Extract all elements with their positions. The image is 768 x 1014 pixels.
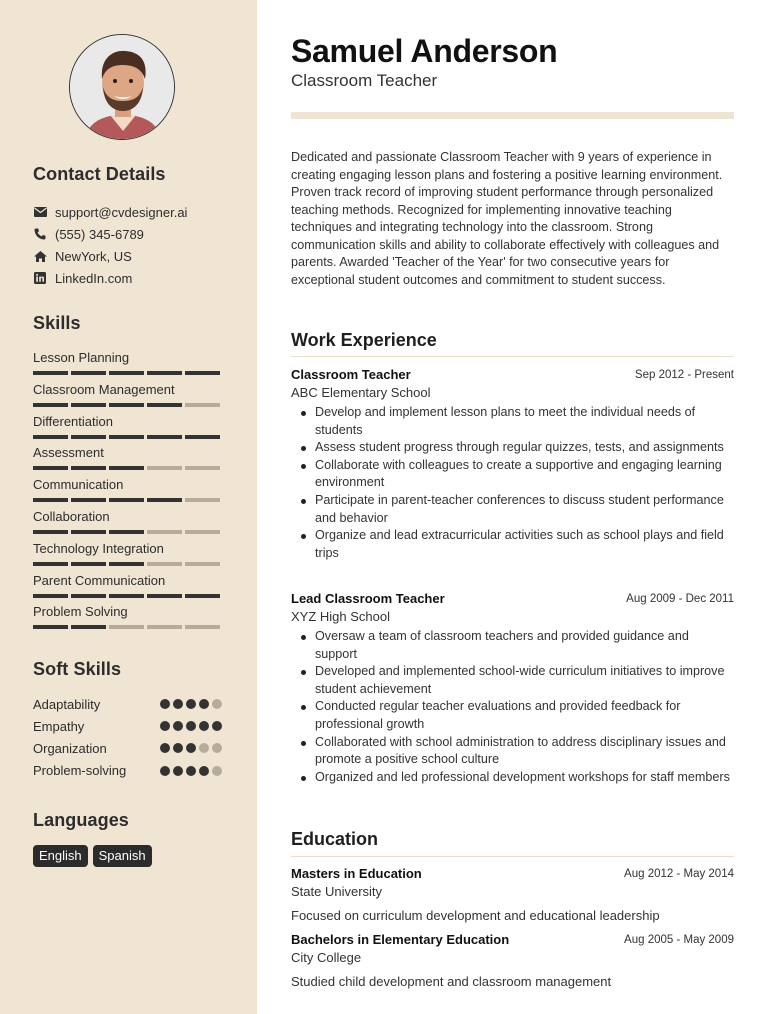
skill-level-bar: [33, 530, 223, 534]
skill-level-segment: [147, 530, 182, 534]
rating-dot: [186, 699, 196, 709]
skill-item: [33, 349, 223, 375]
bullet-item: Collaborate with colleagues to create a supportive and engaging learning environment: [291, 457, 734, 492]
education-description: Focused on curriculum development and educational leadership: [291, 908, 660, 923]
rating-dot: [173, 743, 183, 753]
skill-level-segment: [109, 594, 144, 598]
skill-level-segment: [147, 466, 182, 470]
skill-level-segment: [109, 625, 144, 629]
candidate-name: Samuel Anderson: [291, 33, 558, 69]
job-bullets: [291, 404, 734, 562]
skill-level-segment: [147, 435, 182, 439]
rating-dot: [212, 699, 222, 709]
skill-item: [33, 603, 223, 629]
section-divider: [291, 856, 734, 857]
skill-level-segment: [71, 403, 106, 407]
skill-label: Collaboration: [33, 509, 110, 524]
profile-summary: Dedicated and passionate Classroom Teacher with 9 years of experience in creating engaging lesson plans and fostering a positive learning environment. Proven track record of improving student performance through personalized teaching methods. Recognized for implementing innovative teaching techniques and integrating technology into the classroom. Strong communication skills and ability to collaborate effectively with colleagues and parents. Awarded 'Teacher of the Year' for two consecutive years for exceptional student outcomes and commitment to student success.: [291, 150, 723, 287]
skill-label: Assessment: [33, 445, 104, 461]
rating-dot: [160, 699, 170, 709]
languages-list: [33, 845, 152, 867]
skill-level-segment: [109, 530, 144, 534]
rating-dot: [173, 766, 183, 776]
skill-level-segment: [109, 435, 144, 439]
degree-title: Bachelors in Elementary Education: [291, 932, 510, 947]
skill-level-segment: [33, 530, 68, 534]
job-employer: XYZ High School: [291, 609, 390, 624]
rating-dot: [186, 743, 196, 753]
skill-level-segment: [185, 498, 220, 502]
job-bullets: [291, 628, 734, 786]
rating-dot: [160, 766, 170, 776]
rating-dot: [212, 766, 222, 776]
skill-level-segment: [71, 435, 106, 439]
soft-skill-item: [33, 717, 223, 735]
location-text: NewYork, US: [55, 248, 132, 264]
work-experience-heading: Work Experience: [291, 330, 437, 350]
job-title: Lead Classroom Teacher: [291, 591, 445, 606]
skill-level-segment: [109, 403, 144, 407]
skill-item: [33, 476, 223, 502]
sidebar: [0, 0, 257, 1014]
language-tag: English: [33, 845, 88, 867]
skill-level-segment: [185, 625, 220, 629]
contact-phone[interactable]: [33, 225, 144, 243]
skill-level-segment: [71, 594, 106, 598]
skill-level-segment: [33, 435, 68, 439]
soft-skill-rating: [160, 743, 222, 753]
skill-level-bar: [33, 403, 223, 407]
contact-location: [33, 247, 132, 265]
skill-level-segment: [185, 594, 220, 598]
skill-level-segment: [147, 594, 182, 598]
skill-level-segment: [33, 371, 68, 375]
job-entry: [291, 590, 734, 786]
skill-level-segment: [71, 625, 106, 629]
skill-level-segment: [33, 594, 68, 598]
bullet-item: Organize and lead extracurricular activities such as school plays and field trips: [291, 527, 734, 562]
education-entry: [291, 931, 734, 991]
skill-level-segment: [109, 371, 144, 375]
languages-heading: Languages: [33, 810, 129, 830]
skill-level-bar: [33, 594, 223, 598]
job-entry: [291, 366, 734, 562]
soft-skill-label: Adaptability: [33, 696, 101, 712]
rating-dot: [199, 699, 209, 709]
skill-level-segment: [147, 625, 182, 629]
skill-label: Classroom Management: [33, 381, 175, 397]
skill-level-bar: [33, 562, 223, 566]
education-description: Studied child development and classroom management: [291, 974, 612, 989]
skill-level-segment: [33, 498, 68, 502]
skill-label: Lesson Planning: [33, 350, 130, 365]
soft-skill-item: [33, 739, 223, 757]
skill-level-segment: [147, 498, 182, 502]
skill-level-segment: [185, 562, 220, 566]
contact-email[interactable]: [33, 203, 187, 221]
envelope-icon: [33, 205, 47, 219]
education-heading: Education: [291, 829, 379, 849]
soft-skill-rating: [160, 721, 222, 731]
phone-text: (555) 345-6789: [55, 226, 144, 242]
linkedin-icon: [33, 271, 47, 285]
skill-level-segment: [185, 403, 220, 407]
rating-dot: [212, 721, 222, 731]
skill-level-segment: [147, 403, 182, 407]
skill-level-bar: [33, 435, 223, 439]
bullet-item: Collaborated with school administration to address disciplinary issues and promote a positive school culture: [291, 734, 734, 769]
skill-label: Parent Communication: [33, 572, 166, 588]
rating-dot: [186, 721, 196, 731]
skill-level-segment: [109, 498, 144, 502]
skill-level-segment: [185, 371, 220, 375]
skill-level-segment: [33, 403, 68, 407]
person-photo-icon: [70, 35, 175, 140]
skill-label: Problem Solving: [33, 604, 128, 620]
job-employer: ABC Elementary School: [291, 385, 431, 400]
skill-level-segment: [71, 562, 106, 566]
skill-level-segment: [185, 466, 220, 470]
skill-level-segment: [71, 466, 106, 470]
bullet-item: Conducted regular teacher evaluations and provided feedback for professional growth: [291, 698, 734, 733]
skill-level-segment: [33, 466, 68, 470]
bullet-item: Developed and implemented school-wide curriculum initiatives to improve student achievement: [291, 663, 734, 698]
skill-level-segment: [147, 371, 182, 375]
section-divider: [291, 356, 734, 357]
skill-level-segment: [71, 530, 106, 534]
soft-skill-label: Organization: [33, 740, 107, 756]
soft-skill-item: [33, 695, 223, 713]
skill-level-bar: [33, 625, 223, 629]
school-name: State University: [291, 884, 383, 899]
skill-level-segment: [33, 562, 68, 566]
main-content: [257, 0, 768, 1014]
bullet-item: Participate in parent-teacher conferences to discuss student performance and behavior: [291, 492, 734, 527]
skill-label: Technology Integration: [33, 540, 164, 556]
phone-icon: [33, 227, 47, 241]
bullet-item: Oversaw a team of classroom teachers and provided guidance and support: [291, 628, 734, 663]
degree-title: Masters in Education: [291, 866, 422, 881]
job-date: Aug 2009 - Dec 2011: [626, 593, 734, 605]
skill-item: [33, 413, 223, 439]
soft-skill-item: [33, 762, 223, 780]
skill-item: [33, 508, 223, 534]
skill-level-segment: [71, 498, 106, 502]
skill-level-segment: [109, 466, 144, 470]
rating-dot: [173, 699, 183, 709]
rating-dot: [186, 766, 196, 776]
skill-level-bar: [33, 466, 223, 470]
skill-item: [33, 444, 223, 470]
soft-skill-label: Empathy: [33, 718, 85, 734]
bullet-item: Develop and implement lesson plans to meet the individual needs of students: [291, 404, 734, 439]
rating-dot: [173, 721, 183, 731]
job-date: Sep 2012 - Present: [634, 369, 734, 381]
skills-heading: Skills: [33, 313, 81, 333]
bullet-item: Organized and led professional development workshops for staff members: [291, 769, 734, 787]
contact-heading: Contact Details: [33, 164, 166, 184]
language-tag: Spanish: [93, 845, 152, 867]
education-entry: [291, 865, 734, 925]
rating-dot: [160, 743, 170, 753]
skill-level-segment: [71, 371, 106, 375]
skill-level-segment: [185, 435, 220, 439]
skill-item: [33, 381, 223, 407]
rating-dot: [160, 721, 170, 731]
soft-skill-rating: [160, 766, 222, 776]
skill-level-bar: [33, 371, 223, 375]
header-divider: [291, 112, 734, 119]
skill-label: Communication: [33, 477, 124, 493]
skill-level-segment: [109, 562, 144, 566]
bullet-item: Assess student progress through regular quizzes, tests, and assignments: [291, 439, 734, 457]
contact-linkedin[interactable]: [33, 269, 132, 287]
avatar: [69, 34, 175, 140]
rating-dot: [199, 766, 209, 776]
soft-skill-label: Problem-solving: [33, 763, 127, 779]
candidate-title: Classroom Teacher: [291, 71, 438, 90]
soft-skills-heading: Soft Skills: [33, 659, 122, 679]
rating-dot: [199, 743, 209, 753]
school-name: City College: [291, 950, 362, 965]
skill-label: Differentiation: [33, 413, 113, 429]
rating-dot: [199, 721, 209, 731]
skill-level-segment: [185, 530, 220, 534]
rating-dot: [212, 743, 222, 753]
soft-skill-rating: [160, 699, 222, 709]
home-icon: [33, 249, 47, 263]
skill-level-bar: [33, 498, 223, 502]
linkedin-text: LinkedIn.com: [55, 270, 133, 286]
education-date: Aug 2012 - May 2014: [624, 868, 734, 880]
skill-level-segment: [147, 562, 182, 566]
skill-item: [33, 540, 223, 566]
email-text: support@cvdesigner.ai: [55, 204, 188, 220]
education-date: Aug 2005 - May 2009: [624, 934, 734, 946]
skill-item: [33, 572, 223, 598]
skill-level-segment: [33, 625, 68, 629]
job-title: Classroom Teacher: [291, 367, 411, 382]
